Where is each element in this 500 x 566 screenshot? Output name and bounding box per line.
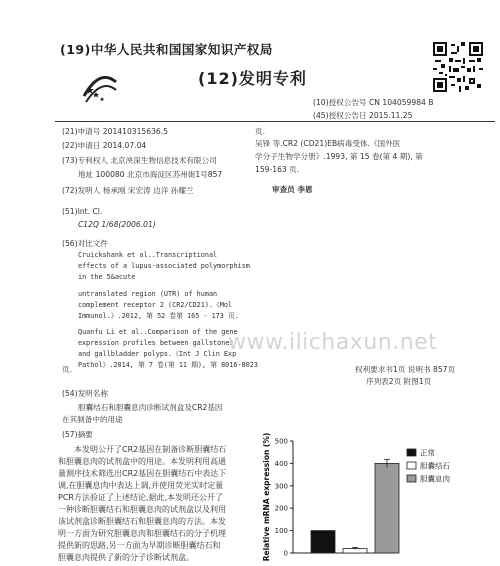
application-date: (22)申请日 2014.07.04	[62, 141, 147, 150]
application-no: (21)申请号 201410315636.5	[62, 127, 169, 136]
y-axis-label: Relative mRNA expression (%)	[262, 433, 271, 562]
abstract-line: 一种诊断胆囊结石和胆囊息肉的试剂盒以及利用	[58, 505, 226, 514]
abstract-line: 和胆囊息肉的试剂盒中的用途。本发明利用高通	[58, 457, 226, 466]
grant-no: CN 104059984 B	[368, 98, 434, 107]
legend-swatch	[407, 475, 416, 482]
expression-bar-chart	[255, 433, 495, 566]
inventors: (72)发明人 杨承刚 宋宏涛 边洋 孙耀兰	[62, 186, 194, 195]
grant-no-label: (10)授权公告号	[313, 98, 367, 107]
abstract-line: 本发明公开了CR2基因在制备诊断胆囊结石	[74, 445, 227, 454]
legend-label: 正常	[420, 448, 435, 458]
bar-正常	[311, 531, 335, 553]
intcl-label: (51)Int. Cl.	[62, 207, 103, 216]
abstract-line: PCR方法验证了上述结论,据此,本发明还公开了	[58, 493, 224, 502]
y-tick-label: 100	[274, 527, 288, 536]
reference-line: and gallbladder polyps.《Int J Clin Exp	[78, 350, 237, 358]
reference-line: Quanfu Li et al..Comparison of the gene	[78, 328, 238, 336]
reference-line: 页.	[62, 365, 73, 374]
reference-line: Cruickshank et al..Transcriptional	[78, 251, 218, 259]
reference-line: expression profiles between gallstones	[78, 339, 234, 347]
address: 地址 100080 北京市海淀区苏州街1号857	[78, 170, 223, 179]
patentee: (73)专利权人 北京泱深生物信息技术有限公司	[62, 156, 217, 165]
legend-label: 胆囊结石	[420, 461, 450, 471]
intcl-code: C12Q 1/68(2006.01)	[78, 220, 156, 229]
y-tick-label: 200	[274, 504, 288, 513]
bar-胆囊息肉	[375, 463, 399, 553]
examiner: 审查员 李恩	[272, 185, 313, 194]
y-tick-label: 0	[283, 549, 288, 558]
invention-title-2: 在其制备中的用途	[62, 415, 123, 424]
y-tick-label: 300	[274, 482, 288, 491]
title-label: (54)发明名称	[62, 389, 108, 398]
y-tick-label: 400	[274, 459, 288, 468]
reference-line: in the 5&acute	[78, 273, 136, 281]
invention-title-1: 胆囊结石和胆囊息肉诊断试剂盒及CR2基因	[78, 403, 223, 412]
claims-info: 权利要求书1页 说明书 857页	[355, 365, 456, 374]
reference-continuation: 159-163 页.	[255, 165, 300, 174]
header-divider	[55, 121, 495, 122]
office-title: (19)中华人民共和国国家知识产权局	[60, 42, 273, 57]
abstract-line: 调,在胆囊息肉中表达上调,并使用荧光实时定量	[58, 481, 224, 490]
refs-label: (56)对比文件	[62, 239, 108, 248]
document-kind: (12)发明专利	[198, 69, 307, 88]
grant-date: 2015.11.25	[368, 111, 413, 120]
abstract-line: 明一方面为研究胆囊息肉和胆囊结石的分子机理	[58, 529, 226, 538]
qr-code	[433, 42, 483, 92]
y-tick-label: 500	[274, 437, 288, 446]
legend-label: 胆囊息肉	[420, 474, 450, 484]
legend-swatch	[407, 462, 416, 469]
reference-continuation: 吴锋 等.CR2 (CD21)EB病毒受体.《国外医	[255, 139, 401, 148]
abstract-label: (57)摘要	[62, 430, 93, 439]
abstract-line: 胆囊息肉提供了新的分子诊断试剂盒。	[58, 553, 194, 562]
reference-continuation: 学分子生物学分册》.1993, 第 15 卷(第 4 期), 第	[255, 152, 423, 161]
reference-line: Immunol.》.2012, 第 52 卷第 165 - 173 页.	[78, 312, 239, 320]
watermark: www.ilichaxun.net	[228, 330, 438, 355]
reference-continuation: 页.	[255, 127, 266, 136]
cnipa-logo	[80, 66, 120, 106]
abstract-line: 量测序技术筛选出CR2基因在胆囊结石中表达下	[58, 469, 227, 478]
reference-line: untranslated region (UTR) of human	[78, 290, 218, 298]
reference-line: effects of a lupus-associated polymorphism	[78, 262, 250, 270]
legend-swatch	[407, 449, 416, 456]
reference-line: Pathol》.2014, 第 7 卷(第 11 期), 第 8016-8023	[78, 361, 258, 369]
abstract-line: 提供新的思路,另一方面为早期诊断胆囊结石和	[58, 541, 221, 550]
reference-line: complement receptor 2 (CR2/CD21).《Mol	[78, 301, 233, 309]
grant-date-label: (45)授权公告日	[313, 111, 367, 120]
sequence-info: 序列表2页 附图1页	[366, 377, 432, 386]
abstract-line: 该试剂盒诊断胆囊结石和胆囊息肉的方法。本发	[58, 517, 226, 526]
